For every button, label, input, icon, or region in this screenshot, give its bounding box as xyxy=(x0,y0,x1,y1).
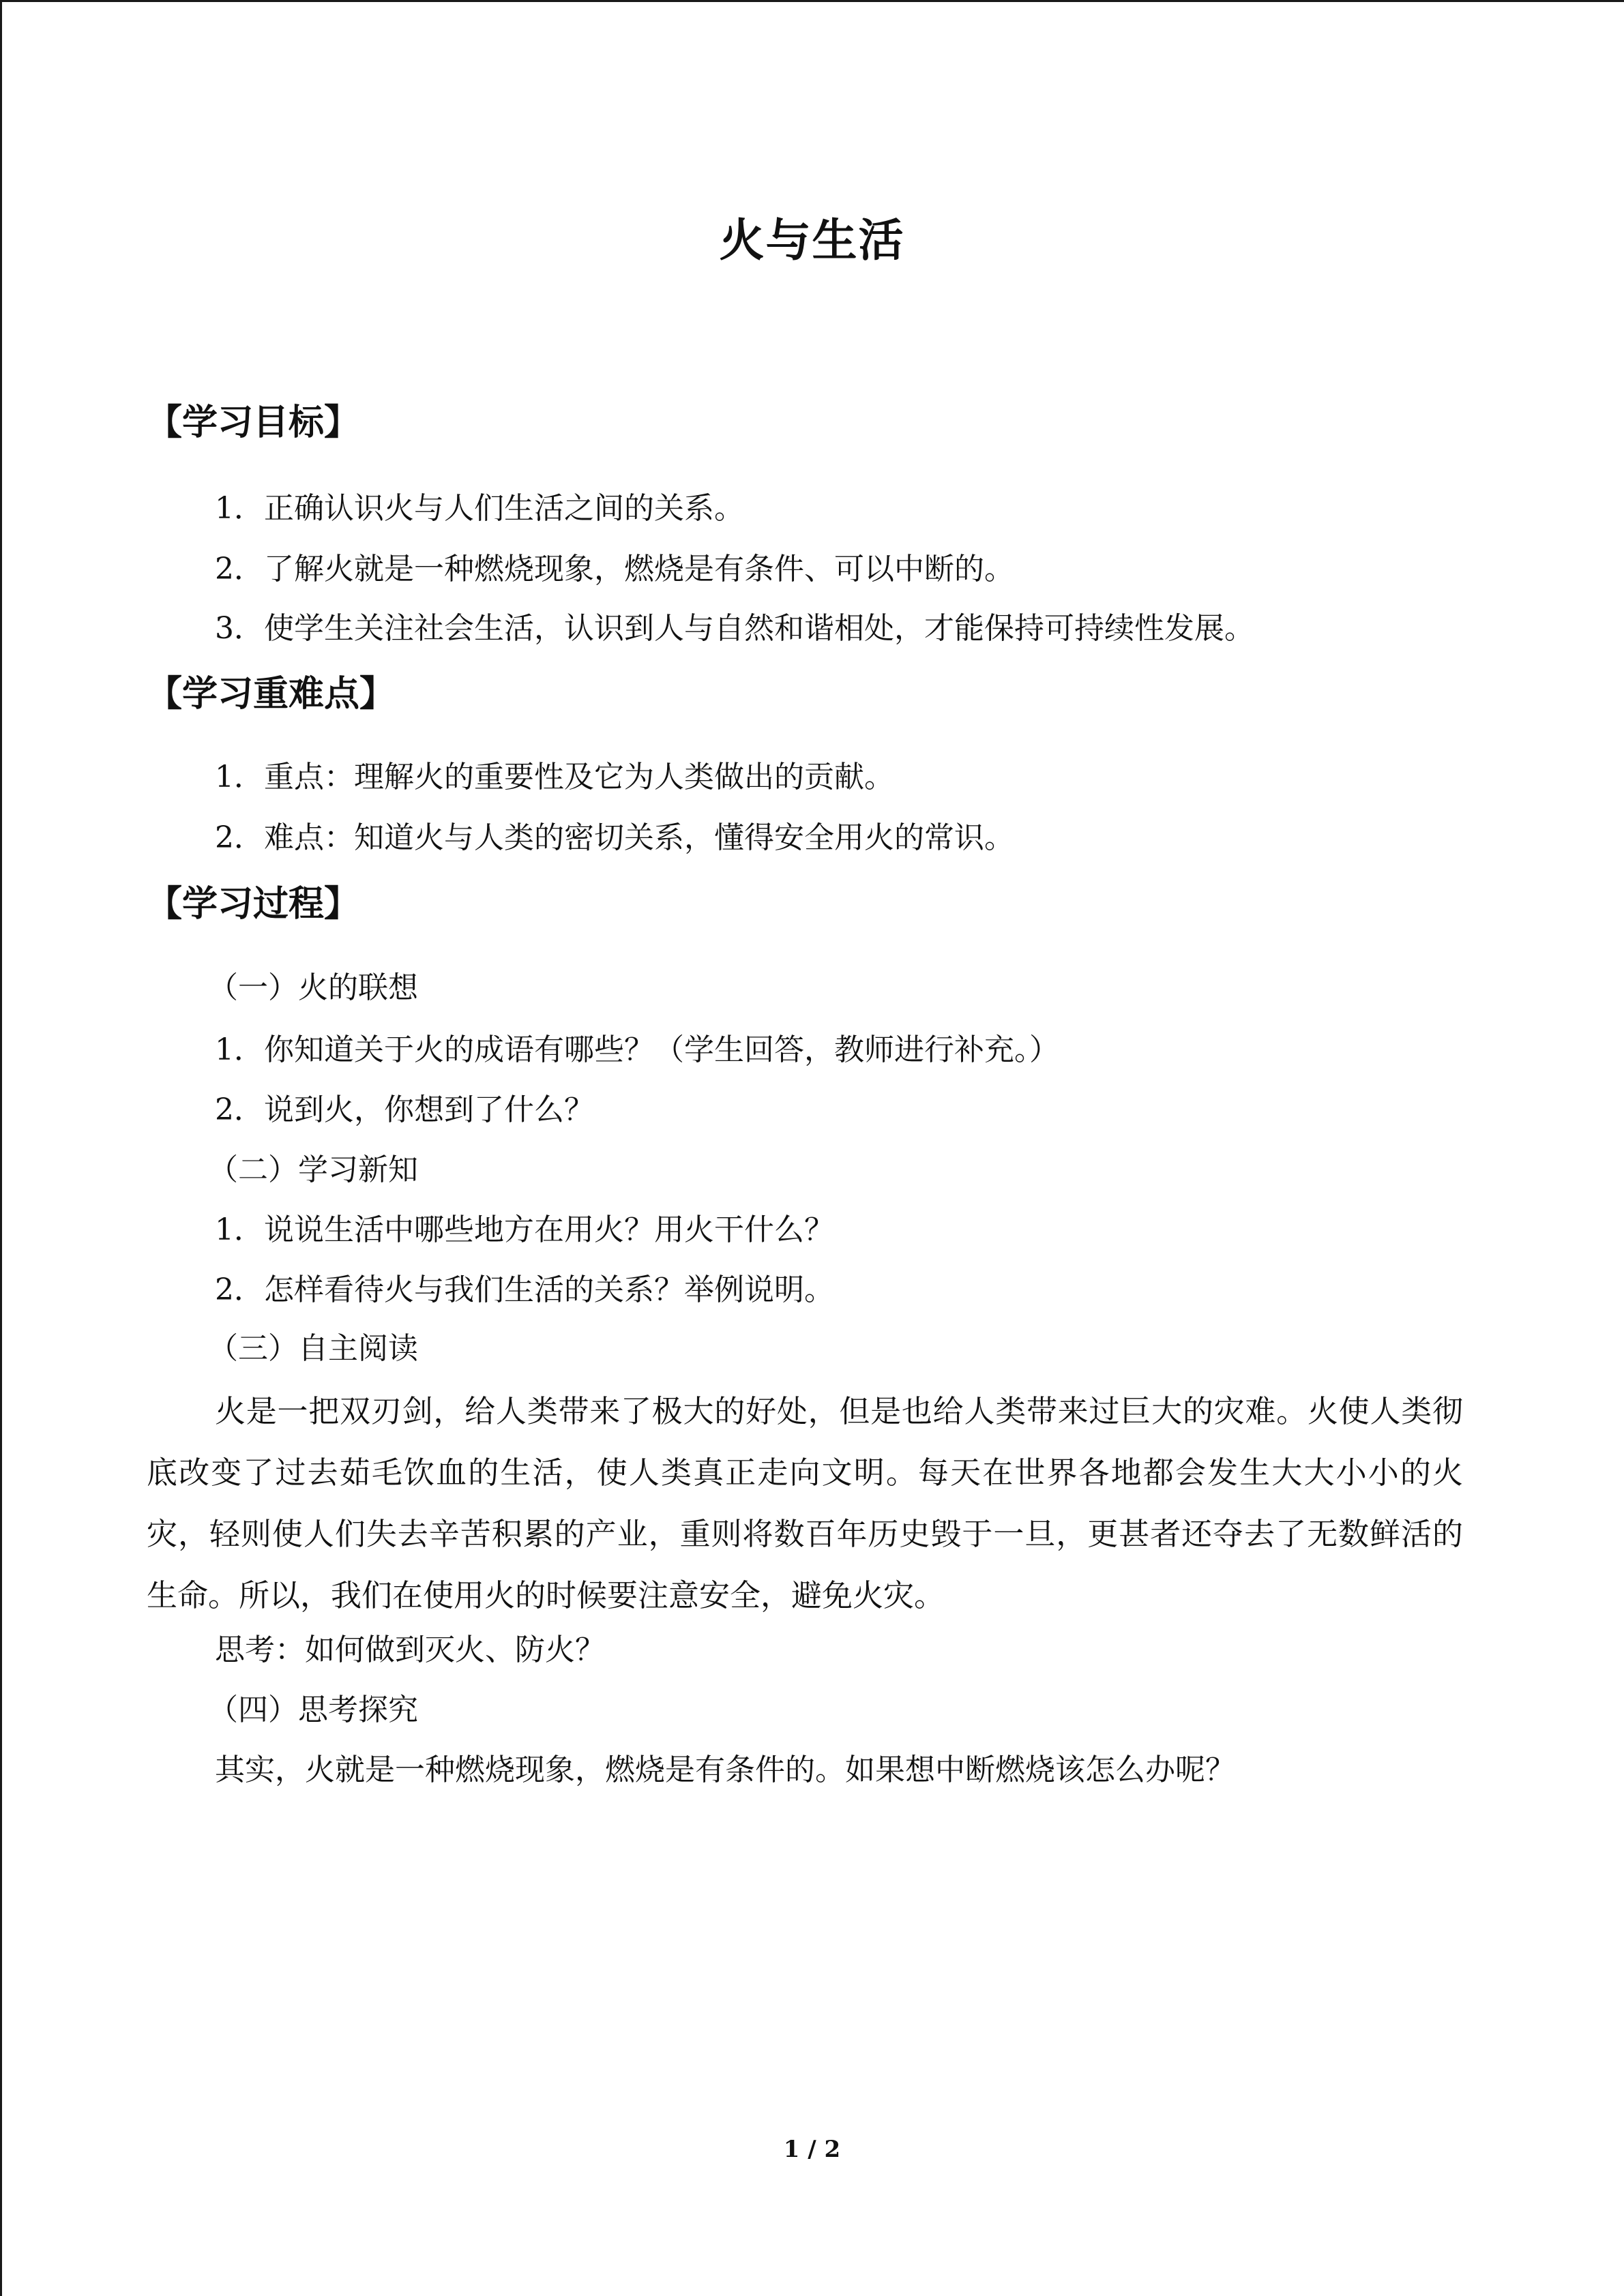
objective-item-1: 1．正确认识火与人们生活之间的关系。 xyxy=(215,491,744,526)
process-part4-title: （四）思考探究 xyxy=(208,1693,418,1727)
process-part4-text: 其实，火就是一种燃烧现象，燃烧是有条件的。如果想中断燃烧该怎么办呢？ xyxy=(215,1753,1235,1787)
process-heading: 【学习过程】 xyxy=(147,884,360,925)
key-points-heading: 【学习重难点】 xyxy=(147,674,396,715)
reading-question: 思考：如何做到灭火、防火？ xyxy=(215,1632,605,1667)
process-part2-item-2: 2．怎样看待火与我们生活的关系？举例说明。 xyxy=(215,1272,834,1307)
objective-item-3: 3．使学生关注社会生活，认识到人与自然和谐相处，才能保持可持续性发展。 xyxy=(215,611,1254,646)
objective-item-2: 2．了解火就是一种燃烧现象，燃烧是有条件、可以中断的。 xyxy=(215,552,1014,586)
document-title: 火与生活 xyxy=(719,214,905,267)
process-part1-item-1: 1．你知道关于火的成语有哪些？（学生回答，教师进行补充。） xyxy=(215,1032,1059,1067)
key-point-item-1: 1．重点：理解火的重要性及它为人类做出的贡献。 xyxy=(215,760,894,794)
process-part3-title: （三）自主阅读 xyxy=(208,1331,418,1366)
page-number: 1 / 2 xyxy=(783,2136,841,2163)
page-left-border xyxy=(0,0,2,2296)
process-part2-item-1: 1．说说生活中哪些地方在用火？用火干什么？ xyxy=(215,1212,834,1247)
process-part1-title: （一）火的联想 xyxy=(208,970,418,1005)
objectives-heading: 【学习目标】 xyxy=(147,402,360,443)
reading-paragraph: 火是一把双刃剑，给人类带来了极大的好处，但是也给人类带来过巨大的灾难。火使人类彻底改变了过去茹毛饮血的生活，使人类真正走向文明。每天在世界各地都会发生大大小小的火灾，轻则使人们失去辛苦积累的产业，重则将数百年历史毁于一旦，更甚者还夺去了无数鲜活的生命。所以，我们在使用火的时候要注意安全，避免火灾。 xyxy=(147,1393,1463,1613)
key-point-item-2: 2．难点：知道火与人类的密切关系，懂得安全用火的常识。 xyxy=(215,820,1014,855)
page-top-border xyxy=(0,0,1624,2)
process-part2-title: （二）学习新知 xyxy=(208,1152,418,1187)
process-part1-item-2: 2．说到火，你想到了什么？ xyxy=(215,1092,594,1127)
